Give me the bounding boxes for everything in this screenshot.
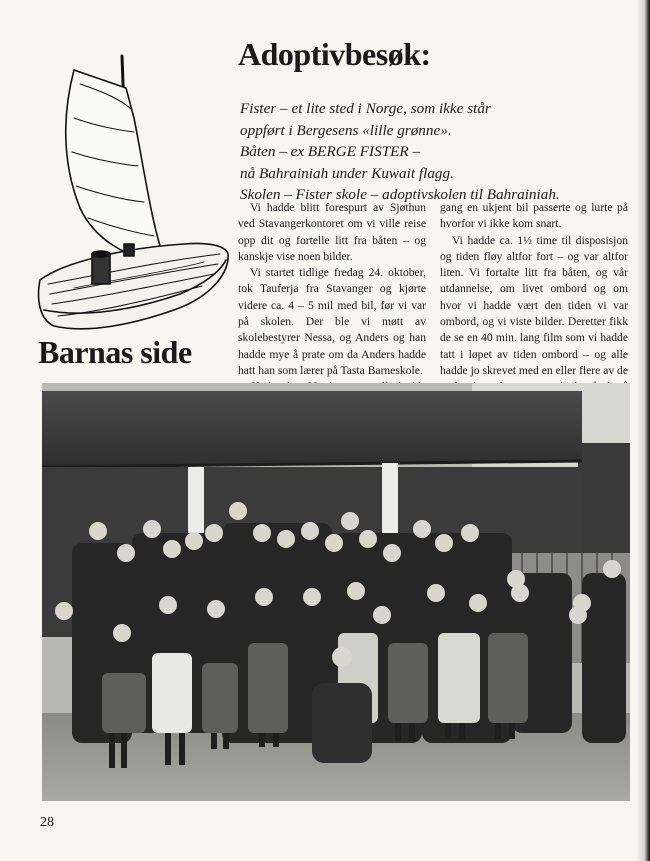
paragraph: Vi startet tidlige fredag 24. oktober, tok Tauferja fra Stavanger og kjørte videre ca. 4 – 5 mil med bil, før vi var på skolen. Der ble vi møtt av skolebestyrer Nessa, og Anders og han hadde mye å prate om da Anders hadde hatt han som lærer på Tasta Barneskole.: [238, 266, 426, 377]
intro-line: nå Bahrainiah under Kuwait flagg.: [240, 164, 454, 182]
intro-line: Båten – ex BERGE FISTER –: [240, 143, 421, 160]
paragraph: Vi hadde blitt forespurt av Sjøthun ved Stavangerkontoret om vi ville reise opp dit og fortelle litt fra båten – og kanskje vise noen bilder.: [238, 201, 426, 263]
paragraph: Vi hadde ca. 1½ time til disposisjon og tiden fløy altfor fort – og var altfor liten. Vi fortalte litt fra båten, og vår utdannelse, om livet ombord og om hvor vi hadde vært den tiden vi var ombord, og vi viste bilder. Deretter fikk de se en 40 min. lang film som vi hadde tatt i løpet av tiden ombord – og alle hadde jo skrevet med en eller flere av de: [440, 233, 628, 377]
group-photo: [42, 383, 630, 801]
page-edge-shadow: [636, 0, 650, 861]
intro-paragraph: [240, 98, 620, 206]
article-headline: Adoptivbesøk:: [238, 36, 431, 72]
paragraph-continued: gang en ukjent bil passerte og lurte på hvorfor vi ikke kom snart.: [440, 201, 628, 231]
page-number: 28: [40, 815, 54, 830]
intro-line: Skolen – Fister skole – adoptivskolen til Bahrainiah.: [240, 186, 560, 203]
intro-line: oppført i Bergesens «lille grønne».: [240, 121, 452, 139]
section-title: Barnas side: [38, 334, 192, 370]
intro-line: Fister – et lite sted i Norge, som ikke står: [240, 100, 491, 117]
sailboat-illustration: [34, 48, 232, 348]
